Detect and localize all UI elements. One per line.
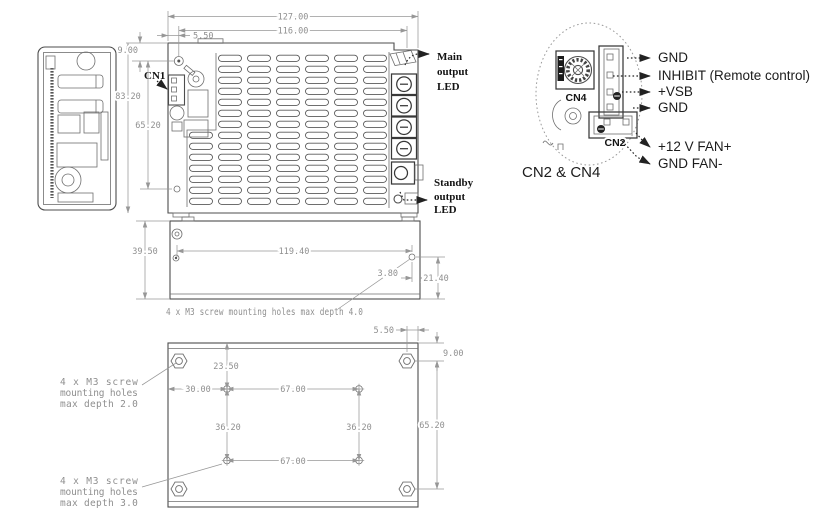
detail-bubble — [536, 23, 642, 165]
case-tab — [402, 217, 414, 221]
pin-label-gnd-1: GND — [658, 50, 688, 65]
detail-caption: CN2 & CN4 — [522, 164, 601, 181]
dim-width: 119.40 — [278, 247, 310, 257]
vent-slot-grid — [216, 53, 390, 207]
dim-offset-y: 9.00 — [117, 46, 138, 56]
dim-top-inset: 23.50 — [213, 362, 239, 372]
dim-hole-offset: 21.40 — [423, 274, 449, 284]
screw-hole-center — [177, 60, 180, 63]
dim-corner-span: 65.20 — [419, 421, 445, 431]
note-inner-2: mounting holes — [60, 487, 138, 498]
main-led-label-3: LED — [437, 81, 460, 93]
pin-label-inhibit: INHIBIT (Remote control) — [658, 68, 811, 83]
case-tab — [173, 213, 189, 217]
front-view — [132, 217, 449, 318]
dim-span-right: 36.20 — [346, 423, 372, 433]
cn1-label: CN1 — [144, 70, 166, 82]
dim-inner-width: 116.00 — [277, 26, 309, 37]
note-inner-1: 4 x M3 screw — [60, 476, 138, 487]
dim-left-inset: 30.00 — [185, 385, 211, 395]
top-view — [115, 11, 473, 217]
connector-detail — [522, 23, 810, 181]
pin-label-fan-plus: +12 V FAN+ — [658, 139, 732, 154]
pin-label-vsb: +VSB — [658, 84, 693, 99]
note-corner-1: 4 x M3 screw — [60, 377, 138, 388]
main-led-label-2: output — [437, 66, 469, 78]
pin-label-fan-minus: GND FAN- — [658, 156, 723, 171]
vent-slot-grid-left — [187, 130, 216, 207]
standby-led-label-3: LED — [434, 204, 457, 216]
cn1-leader-arrow — [157, 81, 167, 89]
dim-height: 83.20 — [115, 92, 141, 102]
bottom-view — [60, 326, 463, 509]
pin-label-gnd-2: GND — [658, 100, 688, 115]
dim-offset-x: 5.50 — [373, 326, 394, 336]
cn4-label: CN4 — [565, 92, 587, 104]
cn2-block — [589, 112, 637, 138]
cn4-header — [599, 46, 623, 118]
note-corner-3: max depth 2.0 — [60, 399, 138, 410]
dim-offset-x: 5.50 — [193, 31, 214, 42]
case-tab — [401, 213, 417, 217]
dim-width: 127.00 — [277, 12, 309, 23]
cn2-label: CN2 — [604, 137, 626, 149]
dim-offset-y: 9.00 — [443, 349, 464, 359]
mounting-note-side: 4 x M3 screw mounting holes max depth 4.0 — [166, 307, 364, 318]
side-view — [38, 47, 116, 210]
dim-inner-height: 65.20 — [135, 121, 161, 131]
standby-led-label-2: output — [434, 191, 466, 203]
note-corner-2: mounting holes — [60, 388, 138, 399]
dim-span-top: 67.00 — [280, 385, 306, 395]
standby-led-label-1: Standby — [434, 177, 474, 189]
case-tab — [182, 217, 194, 221]
dim-hole-inset: 3.80 — [377, 269, 398, 279]
note-inner-3: max depth 3.0 — [60, 498, 138, 509]
dim-span-bottom: 67.00 — [280, 457, 306, 467]
dim-height: 39.50 — [132, 247, 158, 257]
dim-span-left: 36.20 — [215, 423, 241, 433]
main-led-label-1: Main — [437, 51, 463, 63]
